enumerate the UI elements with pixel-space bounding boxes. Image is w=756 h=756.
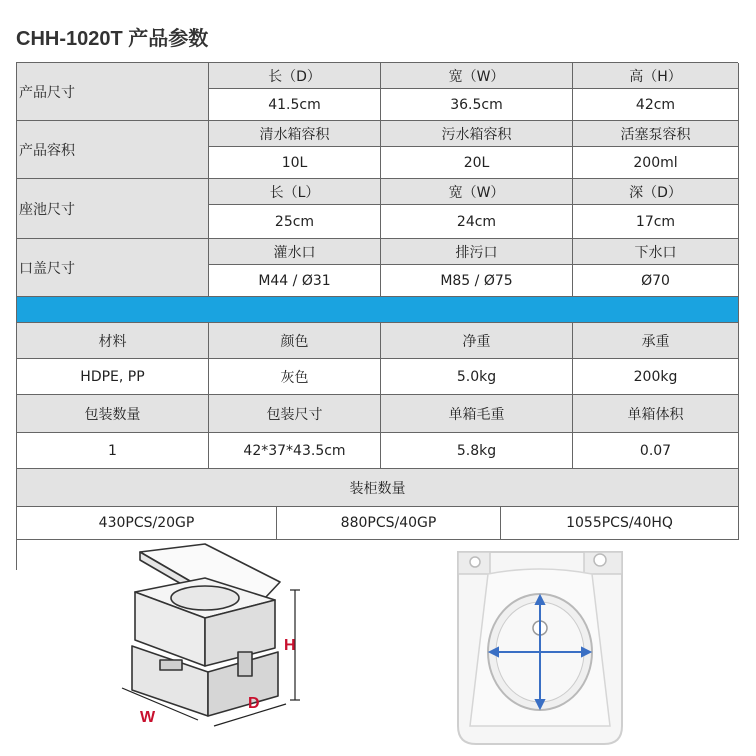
header-cell: 宽（W） (381, 179, 573, 205)
header-cell: 清水箱容积 (209, 121, 381, 147)
value-cell: 20L (381, 147, 573, 179)
row-label-product-size: 产品尺寸 (17, 63, 209, 121)
header-cell: 宽（W） (381, 63, 573, 89)
value-cell: Ø70 (573, 265, 739, 297)
value-cell: 430PCS/20GP (17, 507, 277, 539)
value-cell: M44 / Ø31 (209, 265, 381, 297)
value-cell: 42*37*43.5cm (209, 433, 381, 469)
accent-divider-bar (17, 297, 739, 323)
header-cell: 承重 (573, 323, 739, 359)
value-cell: 灰色 (209, 359, 381, 395)
header-cell: 长（L） (209, 179, 381, 205)
header-cell: 排污口 (381, 239, 573, 265)
header-cell: 深（D） (573, 179, 739, 205)
header-cell: 长（D） (209, 63, 381, 89)
header-cell: 下水口 (573, 239, 739, 265)
value-cell: 10L (209, 147, 381, 179)
value-cell: 42cm (573, 89, 739, 121)
value-cell: 0.07 (573, 433, 739, 469)
spec-table (16, 62, 738, 570)
header-cell: 包装尺寸 (209, 395, 381, 433)
header-cell: 颜色 (209, 323, 381, 359)
container-values-row (17, 507, 739, 540)
row-label-cap-size: 口盖尺寸 (17, 239, 209, 297)
header-cell: 材料 (17, 323, 209, 359)
value-cell: M85 / Ø75 (381, 265, 573, 297)
value-cell: 5.8kg (381, 433, 573, 469)
value-cell: 200kg (573, 359, 739, 395)
header-cell: 包装数量 (17, 395, 209, 433)
seat-top-view-diagram (450, 546, 630, 754)
value-cell: 41.5cm (209, 89, 381, 121)
header-cell: 活塞泵容积 (573, 121, 739, 147)
width-label: W (140, 709, 156, 726)
header-cell: 单箱体积 (573, 395, 739, 433)
header-cell: 高（H） (573, 63, 739, 89)
value-cell: HDPE, PP (17, 359, 209, 395)
header-cell: 灌水口 (209, 239, 381, 265)
depth-label: D (248, 695, 260, 712)
product-illustrations (0, 540, 756, 756)
value-cell: 1055PCS/40HQ (566, 515, 673, 531)
value-cell: 5.0kg (381, 359, 573, 395)
container-header: 装柜数量 (17, 469, 739, 507)
header-cell: 单箱毛重 (381, 395, 573, 433)
value-cell: 25cm (209, 205, 381, 239)
height-label: H (284, 637, 296, 654)
header-cell: 净重 (381, 323, 573, 359)
row-label-seat-size: 座池尺寸 (17, 179, 209, 239)
value-cell: 36.5cm (381, 89, 573, 121)
value-cell: 880PCS/40GP (277, 507, 501, 539)
value-cell: 200ml (573, 147, 739, 179)
header-cell: 污水箱容积 (381, 121, 573, 147)
value-cell: 17cm (573, 205, 739, 239)
value-cell: 24cm (381, 205, 573, 239)
page-title: CHH-1020T 产品参数 (16, 28, 209, 50)
row-label-product-capacity: 产品容积 (17, 121, 209, 179)
value-cell: 1 (17, 433, 209, 469)
toilet-dimension-diagram (110, 540, 450, 756)
